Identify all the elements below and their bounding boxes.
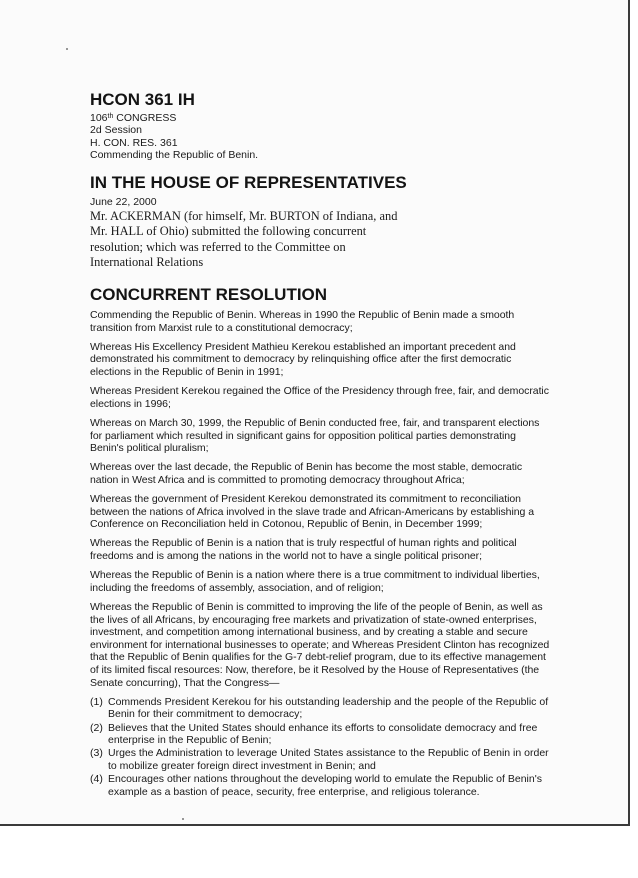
whereas-paragraph: Whereas the Republic of Benin is committed to improving the life of the people of Benin, as well as the lives of all Africans, by encouraging free markets and privatization of state-owned enterprises, investment, and competition among international business, and by creating a stable and secure environment for international businesses to operate; and Whereas President Clinton has recognized that the Republic of Benin qualifies for the G-7 debt-relief program, due to its effective management of its limited fiscal resources: Now, therefore, be it Resolved by the House of Representatives (the Senate concurring), That the Congress— [90,601,550,689]
bill-id: HCON 361 IH [90,90,195,109]
short-title: Commending the Republic of Benin. [90,149,259,162]
list-item [90,722,550,747]
sponsor-line: Mr. HALL of Ohio) submitted the following concurrent [90,224,367,239]
list-item-text: Commends President Kerekou for his outstanding leadership and the people of the Republic of Benin for their commitment to democracy; [108,695,549,721]
list-item [90,773,550,798]
sponsor-line: International Relations [90,255,204,270]
whereas-paragraph: Whereas the Republic of Benin is a nation that is truly respectful of human rights and political freedoms and is among the nations in the world not to have a single political prisoner; [90,537,517,563]
congress-number: 106 [90,112,108,124]
whereas-paragraph: Whereas the Republic of Benin is a nation where there is a true commitment to individual liberties, including the freedoms of assembly, association, and of religion; [90,569,540,594]
sponsor-statement [90,209,420,271]
whereas-paragraph: Commending the Republic of Benin. Whereas in 1990 the Republic of Benin made a smooth transition from Marxist rule to a constitutional democracy; [90,309,515,334]
list-item [90,696,550,721]
list-item-number: (3) [90,747,103,760]
list-item-text: Urges the Administration to leverage United States assistance to the Republic of Benin in order to mobilize greater foreign direct investment in Benin; and [108,747,549,772]
list-item-text: Encourages other nations throughout the developing world to emulate the Republic of Benin's example as a bastion of peace, security, free enterprise, and religious tolerance. [108,773,542,798]
resolution-body [90,309,550,798]
whereas-paragraph: Whereas the government of President Kerekou demonstrated its commitment to reconciliation between the nations of Africa involved in the slave trade and African-Americans by establishing a Conference on Reconciliation held in Cotonou, Republic of Benin, in December 1999; [90,493,534,531]
whereas-paragraph: Whereas His Excellency President Mathieu Kerekou established an important precedent and demonstrated his commitment to democracy by relinquishing office after the first democratic elections in the Republic of Benin in 1991; [90,340,516,378]
bill-meta [90,112,550,162]
resolved-list [90,696,550,798]
whereas-paragraph: Whereas on March 30, 1999, the Republic of Benin conducted free, fair, and transparent elections for parliament which resulted in significant gains for opposition political parties demonstrating Benin's political pluralism; [90,416,540,455]
house-date: June 22, 2000 [90,195,157,208]
scan-speck [66,48,68,50]
resolution-heading: CONCURRENT RESOLUTION [90,285,328,304]
sponsor-line: Mr. ACKERMAN (for himself, Mr. BURTON of Indiana, and [90,208,398,223]
congress-line [90,112,550,124]
list-item-number: (4) [90,773,103,786]
congress-suffix: th [107,113,114,120]
whereas-paragraph: Whereas President Kerekou regained the Office of the Presidency through free, fair, and democratic elections in 1996; [90,385,549,410]
scan-speck [182,818,184,820]
congress-word: CONGRESS [113,112,177,124]
session: 2d Session [90,124,142,137]
sponsor-line: resolution; which was referred to the Committee on [90,239,346,254]
document-content [90,90,550,799]
resolution-number: H. CON. RES. 361 [90,136,178,149]
list-item-number: (2) [90,721,103,734]
whereas-paragraph: Whereas over the last decade, the Republic of Benin has become the most stable, democratic nation in West Africa and is committed to promoting democracy throughout Africa; [90,461,523,486]
house-heading: IN THE HOUSE OF REPRESENTATIVES [90,172,407,192]
list-item-number: (1) [90,695,103,708]
list-item [90,747,550,772]
list-item-text: Believes that the United States should enhance its efforts to consolidate democracy and free enterprise in the Republic of Benin; [108,721,538,746]
